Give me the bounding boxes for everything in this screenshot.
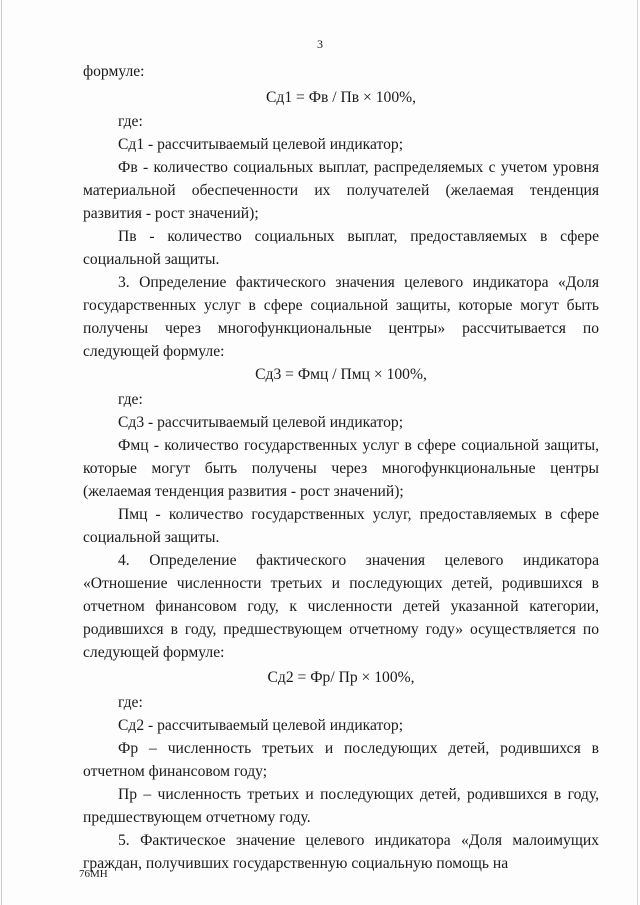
where-label: где: <box>118 113 143 130</box>
definition-pv: Пв - количество социальных выплат, предоставляемых в сфере социальной защиты. <box>83 228 599 268</box>
document-code: 76МН <box>79 868 108 880</box>
where-label: где: <box>118 391 143 408</box>
paragraph-formula-intro: формуле: <box>83 63 145 80</box>
section-4: 4. Определение фактического значения целевого индикатора «Отношение численности третьих и последующих детей, родившихся в отчетном финансовом году, к численности детей указанной категории, родившихся в году, предшествующем отчетному году» осуществляется по следующей формуле: <box>83 552 599 661</box>
scan-edge-right <box>637 0 638 905</box>
where-label: где: <box>118 694 143 711</box>
formula-sd2: Сд2 = Фр/ Пр × 100%, <box>267 669 415 686</box>
definition-fr: Фр – численность третьих и последующих детей, родившихся в отчетном финансовом году; <box>83 740 599 780</box>
definition-fmc: Фмц - количество государственных услуг в сфере социальной защиты, которые могут быть получены через многофункциональные центры (желаемая тенденция развития - рост значений); <box>83 437 599 500</box>
page-number: 3 <box>317 37 323 51</box>
definition-sd1: Сд1 - рассчитываемый целевой индикатор; <box>118 136 404 153</box>
definition-sd3: Сд3 - рассчитываемый целевой индикатор; <box>118 414 404 431</box>
definition-pmc: Пмц - количество государственных услуг, предоставляемых в сфере социальной защиты. <box>83 506 599 546</box>
formula-sd1: Сд1 = Фв / Пв × 100%, <box>265 89 417 106</box>
section-3: 3. Определение фактического значения целевого индикатора «Доля государственных услуг в сфере социальной защиты, которые могут быть получены через многофункциональные центры» рассчитывается по следующей формуле: <box>83 274 599 360</box>
section-5: 5. Фактическое значение целевого индикатора «Доля малоимущих граждан, получивших государственную социальную помощь на <box>83 832 599 872</box>
definition-sd2: Сд2 - рассчитываемый целевой индикатор; <box>118 717 404 734</box>
scan-edge-left <box>1 0 2 905</box>
definition-fv: Фв - количество социальных выплат, распределяемых с учетом уровня материальной обеспеченности их получателей (желаемая тенденция развития - рост значений); <box>83 159 599 222</box>
document-body <box>83 60 599 875</box>
formula-sd3: Сд3 = Фмц / Пмц × 100%, <box>255 366 427 383</box>
definition-pr: Пр – численность третьих и последующих детей, родившихся в году, предшествующем отчетному году. <box>83 786 599 826</box>
